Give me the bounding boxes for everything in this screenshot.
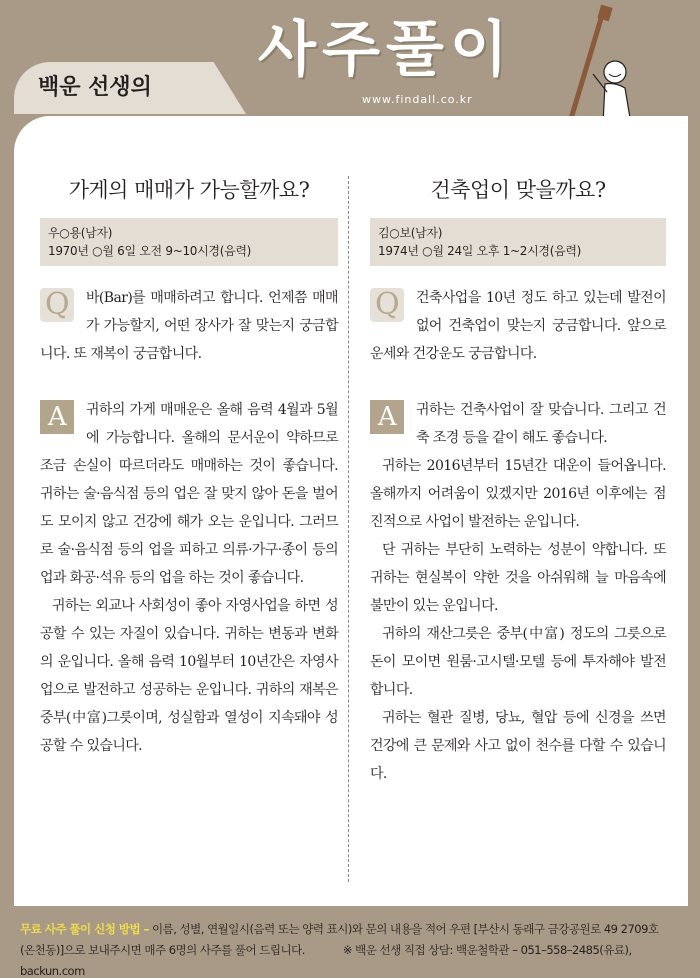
right-answer-paragraph-5: 귀하는 혈관 질병, 당뇨, 혈압 등에 신경을 쓰면 건강에 큰 문제와 사고 없이 천수를 다할 수 있습니다. — [370, 710, 666, 782]
right-question — [370, 284, 666, 368]
left-question-text: 바(Bar)를 매매하려고 합니다. 언제쯤 매매가 가능할지, 어떤 장사가 잘 맞는지 궁금합니다. 또 재복이 궁금합니다. — [40, 290, 338, 362]
footer-line-1 — [20, 919, 686, 940]
right-answer-paragraph-2: 귀하는 2016년부터 15년간 대운이 들어옵니다. 올해까지 어려움이 있겠지만 2016년 이후에는 점진적으로 사업이 발전하는 운입니다. — [370, 458, 666, 530]
right-answer — [370, 396, 666, 788]
right-a-badge: A — [370, 400, 404, 434]
header-url: www.findall.co.kr — [362, 93, 473, 106]
column-divider — [348, 176, 349, 882]
left-answer-paragraph-2: 귀하는 외교나 사회성이 좋아 자영사업을 하면 성공할 수 있는 자질이 있습니다. 귀하는 변동과 변화의 운입니다. 올해 음력 10월부터 10년간은 자영사업으로 발전하고 성공하는 운입니다. 귀하의 재복은 중부(中富)그릇이며, 성실함과 열성이 지속돼야 성공할 수 있습니다. — [40, 598, 338, 754]
footer-note: ※ 백운 선생 직접 상담: 백운철학관 – 051–558–2485(유료), backun.com — [20, 943, 632, 978]
left-answer-paragraph-1: A 귀하의 가게 매매운은 올해 음력 4월과 5월에 가능합니다. 올해의 문서운이 약하므로 조금 손실이 따르더라도 매매하는 것이 좋습니다. 귀하는 술·음식점 등의 업은 잘 맞지 않아 돈을 벌어도 모이지 않고 건강에 해가 오는 운입니다. 그러므로 술·음식점 등의 업을 피하고 의류·가구·종이 등의 업과 화공·석유 등의 업을 하는 것이 좋습니다. — [40, 402, 338, 586]
left-info-box — [40, 218, 338, 266]
right-answer-paragraph-1: A 귀하는 건축사업이 잘 맞습니다. 그리고 건축 조경 등을 같이 해도 좋습니다. — [370, 396, 666, 452]
header-title: 사주풀이 — [258, 15, 514, 85]
footer-line-1-text: 이름, 성별, 연월일시(음력 또는 양력 표시)와 문의 내용을 적어 우편 [부산시 동래구 금강공원로 49 2709호 — [148, 922, 659, 936]
right-answer-paragraph-4: 귀하의 재산그릇은 중부(中富) 정도의 그릇으로 돈이 모이면 원룸·고시텔·모텔 등에 투자해야 발전합니다. — [370, 626, 666, 698]
right-info-box — [370, 218, 666, 266]
left-a-badge: A — [40, 400, 74, 434]
right-info-birth: 1974년 ○월 24일 오후 1~2시경(음력) — [378, 244, 582, 258]
footer-line-2-text: (온천동)]으로 보내주시면 매주 6명의 사주를 풀어 드립니다. — [20, 943, 305, 957]
left-title: 가게의 매매가 가능할까요? — [68, 178, 310, 202]
right-question-text: 건축사업을 10년 정도 하고 있는데 발전이 없어 건축업이 맞는지 궁금합니다. 앞으로 운세와 건강운도 궁금합니다. — [370, 290, 666, 362]
header-label: 백운 선생의 — [38, 75, 152, 100]
right-q-badge: Q — [370, 288, 404, 322]
footer-info — [0, 910, 700, 978]
left-q-badge: Q — [40, 288, 74, 322]
footer-line-2 — [20, 940, 686, 978]
right-answer-paragraph-3: 단 귀하는 부단히 노력하는 성분이 약합니다. 또 귀하는 현실복이 약한 것을 아쉬워해 늘 마음속에 불만이 있는 운입니다. — [370, 542, 666, 614]
content-paper — [14, 116, 688, 906]
right-column — [370, 116, 666, 788]
left-info-birth: 1970년 ○월 6일 오전 9~10시경(음력) — [48, 244, 252, 258]
left-question — [40, 284, 338, 368]
left-info-name: 우○용(남자) — [48, 226, 113, 240]
footer-lead: 무료 사주 풀이 신청 방법 – — [20, 922, 149, 936]
left-answer — [40, 396, 338, 760]
left-column — [40, 116, 338, 760]
right-title: 건축업이 맞을까요? — [430, 178, 606, 202]
right-info-name: 김○보(남자) — [378, 226, 443, 240]
